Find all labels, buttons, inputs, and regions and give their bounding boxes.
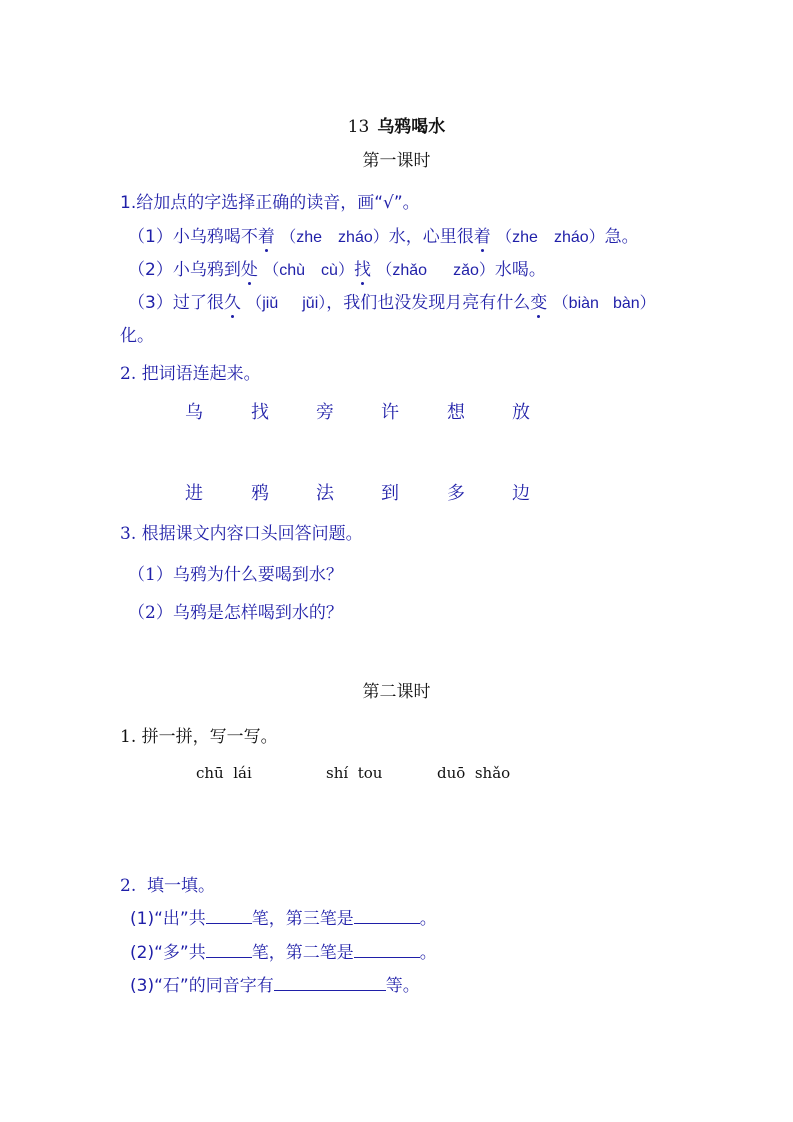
item-text: 水喝。 [494,260,546,280]
fill-item-3 [130,971,420,996]
item-label: （3） [128,293,173,313]
l2-q2-prompt [120,871,215,896]
pinyin-word: chū lái [196,764,252,782]
answer-blank[interactable] [206,907,252,924]
match-word[interactable]: 旁 [316,402,334,423]
item-text: 过了很 [172,293,224,313]
q1-prompt: 1.给加点的字选择正确的读音，画“√”。 [120,193,420,213]
answer-blank[interactable] [354,941,420,958]
match-word[interactable]: 想 [447,402,465,423]
pinyin-option[interactable]: （zhe [496,229,538,246]
q3-item-1 [128,560,343,585]
pinyin-word: duō shǎo [437,764,511,782]
lesson2-heading: 第二课时 [362,682,431,702]
item-text: 乌鸦是怎样喝到水的？ [172,603,343,623]
q1-item-2 [128,255,546,280]
document-title [0,112,793,137]
item-text: 。 [419,943,437,963]
lesson1-heading: 第一课时 [362,151,431,171]
item-label: （2） [128,603,173,623]
match-word[interactable]: 进 [185,483,203,504]
match-word[interactable]: 许 [381,402,399,423]
item-label: （1） [128,565,173,585]
answer-blank[interactable] [274,974,386,991]
pinyin-option[interactable]: （chù [263,262,306,279]
q1-item-3 [128,288,656,313]
pinyin-word: shí tou [326,764,383,782]
match-word[interactable]: 鸦 [251,483,269,504]
item-text: “石”的同音字有 [154,976,274,996]
q1-item-1 [128,222,639,247]
match-word[interactable]: 到 [381,483,399,504]
q1-item-3-wrap: 化。 [120,326,154,346]
dotted-char: 着 [258,222,275,247]
match-word[interactable]: 乌 [185,402,203,423]
item-text: 小乌鸦到 [172,260,241,280]
item-label: (3) [130,976,155,996]
item-text: “出”共 [154,909,206,929]
dotted-char: 变 [530,288,547,313]
item-label: （2） [128,260,173,280]
item-label: (2) [130,943,155,963]
item-text: 笔，第三笔是 [251,909,354,929]
item-text: 小乌鸦喝不 [172,227,258,247]
match-word[interactable]: 多 [447,483,465,504]
pinyin-option[interactable]: （zhe [280,229,323,246]
l2-q2-prompt-text: 2. 填一填。 [120,876,216,896]
item-label: （1） [128,227,173,247]
fill-item-1 [130,904,437,929]
item-text: 。 [419,909,437,929]
l2-q1-prompt [120,722,278,747]
q3-prompt-text: 3. 根据课文内容口头回答问题。 [120,524,363,544]
pinyin-option[interactable]: （zhǎo [376,262,428,279]
item-text: 笔，第二笔是 [251,943,354,963]
match-word[interactable]: 找 [251,402,269,423]
lesson-number: 13 [347,117,370,137]
pinyin-option[interactable]: （biàn [552,295,599,312]
item-text: 等。 [385,976,420,996]
q2-prompt-text: 2. 把词语连起来。 [120,364,261,384]
answer-blank[interactable] [354,907,420,924]
pinyin-option[interactable]: zǎo） [453,262,495,279]
item-text: 水，心里很 [388,227,474,247]
pinyin-option[interactable]: zháo） [553,229,605,246]
q3-item-2 [128,598,343,623]
dotted-char: 着 [474,222,491,247]
dotted-char: 处 [241,255,258,280]
q3-prompt [120,519,363,544]
item-text: 急。 [604,227,639,247]
match-word[interactable]: 边 [512,483,530,504]
pinyin-option[interactable]: bàn） [612,295,656,312]
fill-item-2 [130,938,437,963]
match-word[interactable]: 放 [512,402,530,423]
dotted-char: 久 [224,288,241,313]
match-word[interactable]: 法 [316,483,334,504]
dotted-char: 找 [354,255,371,280]
item-text: ，我们也没发现月亮有什么 [326,293,531,313]
pinyin-option[interactable]: cù） [321,262,354,279]
pinyin-option[interactable]: jǔi） [302,295,327,312]
q2-prompt [120,359,261,384]
item-text: 乌鸦为什么要喝到水？ [172,565,343,585]
l2-q1-prompt-text: 1. 拼一拼，写一写。 [120,727,278,747]
item-label: (1) [130,909,155,929]
pinyin-option[interactable]: zháo） [338,229,389,246]
answer-blank[interactable] [206,941,252,958]
lesson-title: 乌鸦喝水 [377,117,446,137]
item-text: “多”共 [154,943,206,963]
pinyin-option[interactable]: （jiǔ [246,295,279,312]
